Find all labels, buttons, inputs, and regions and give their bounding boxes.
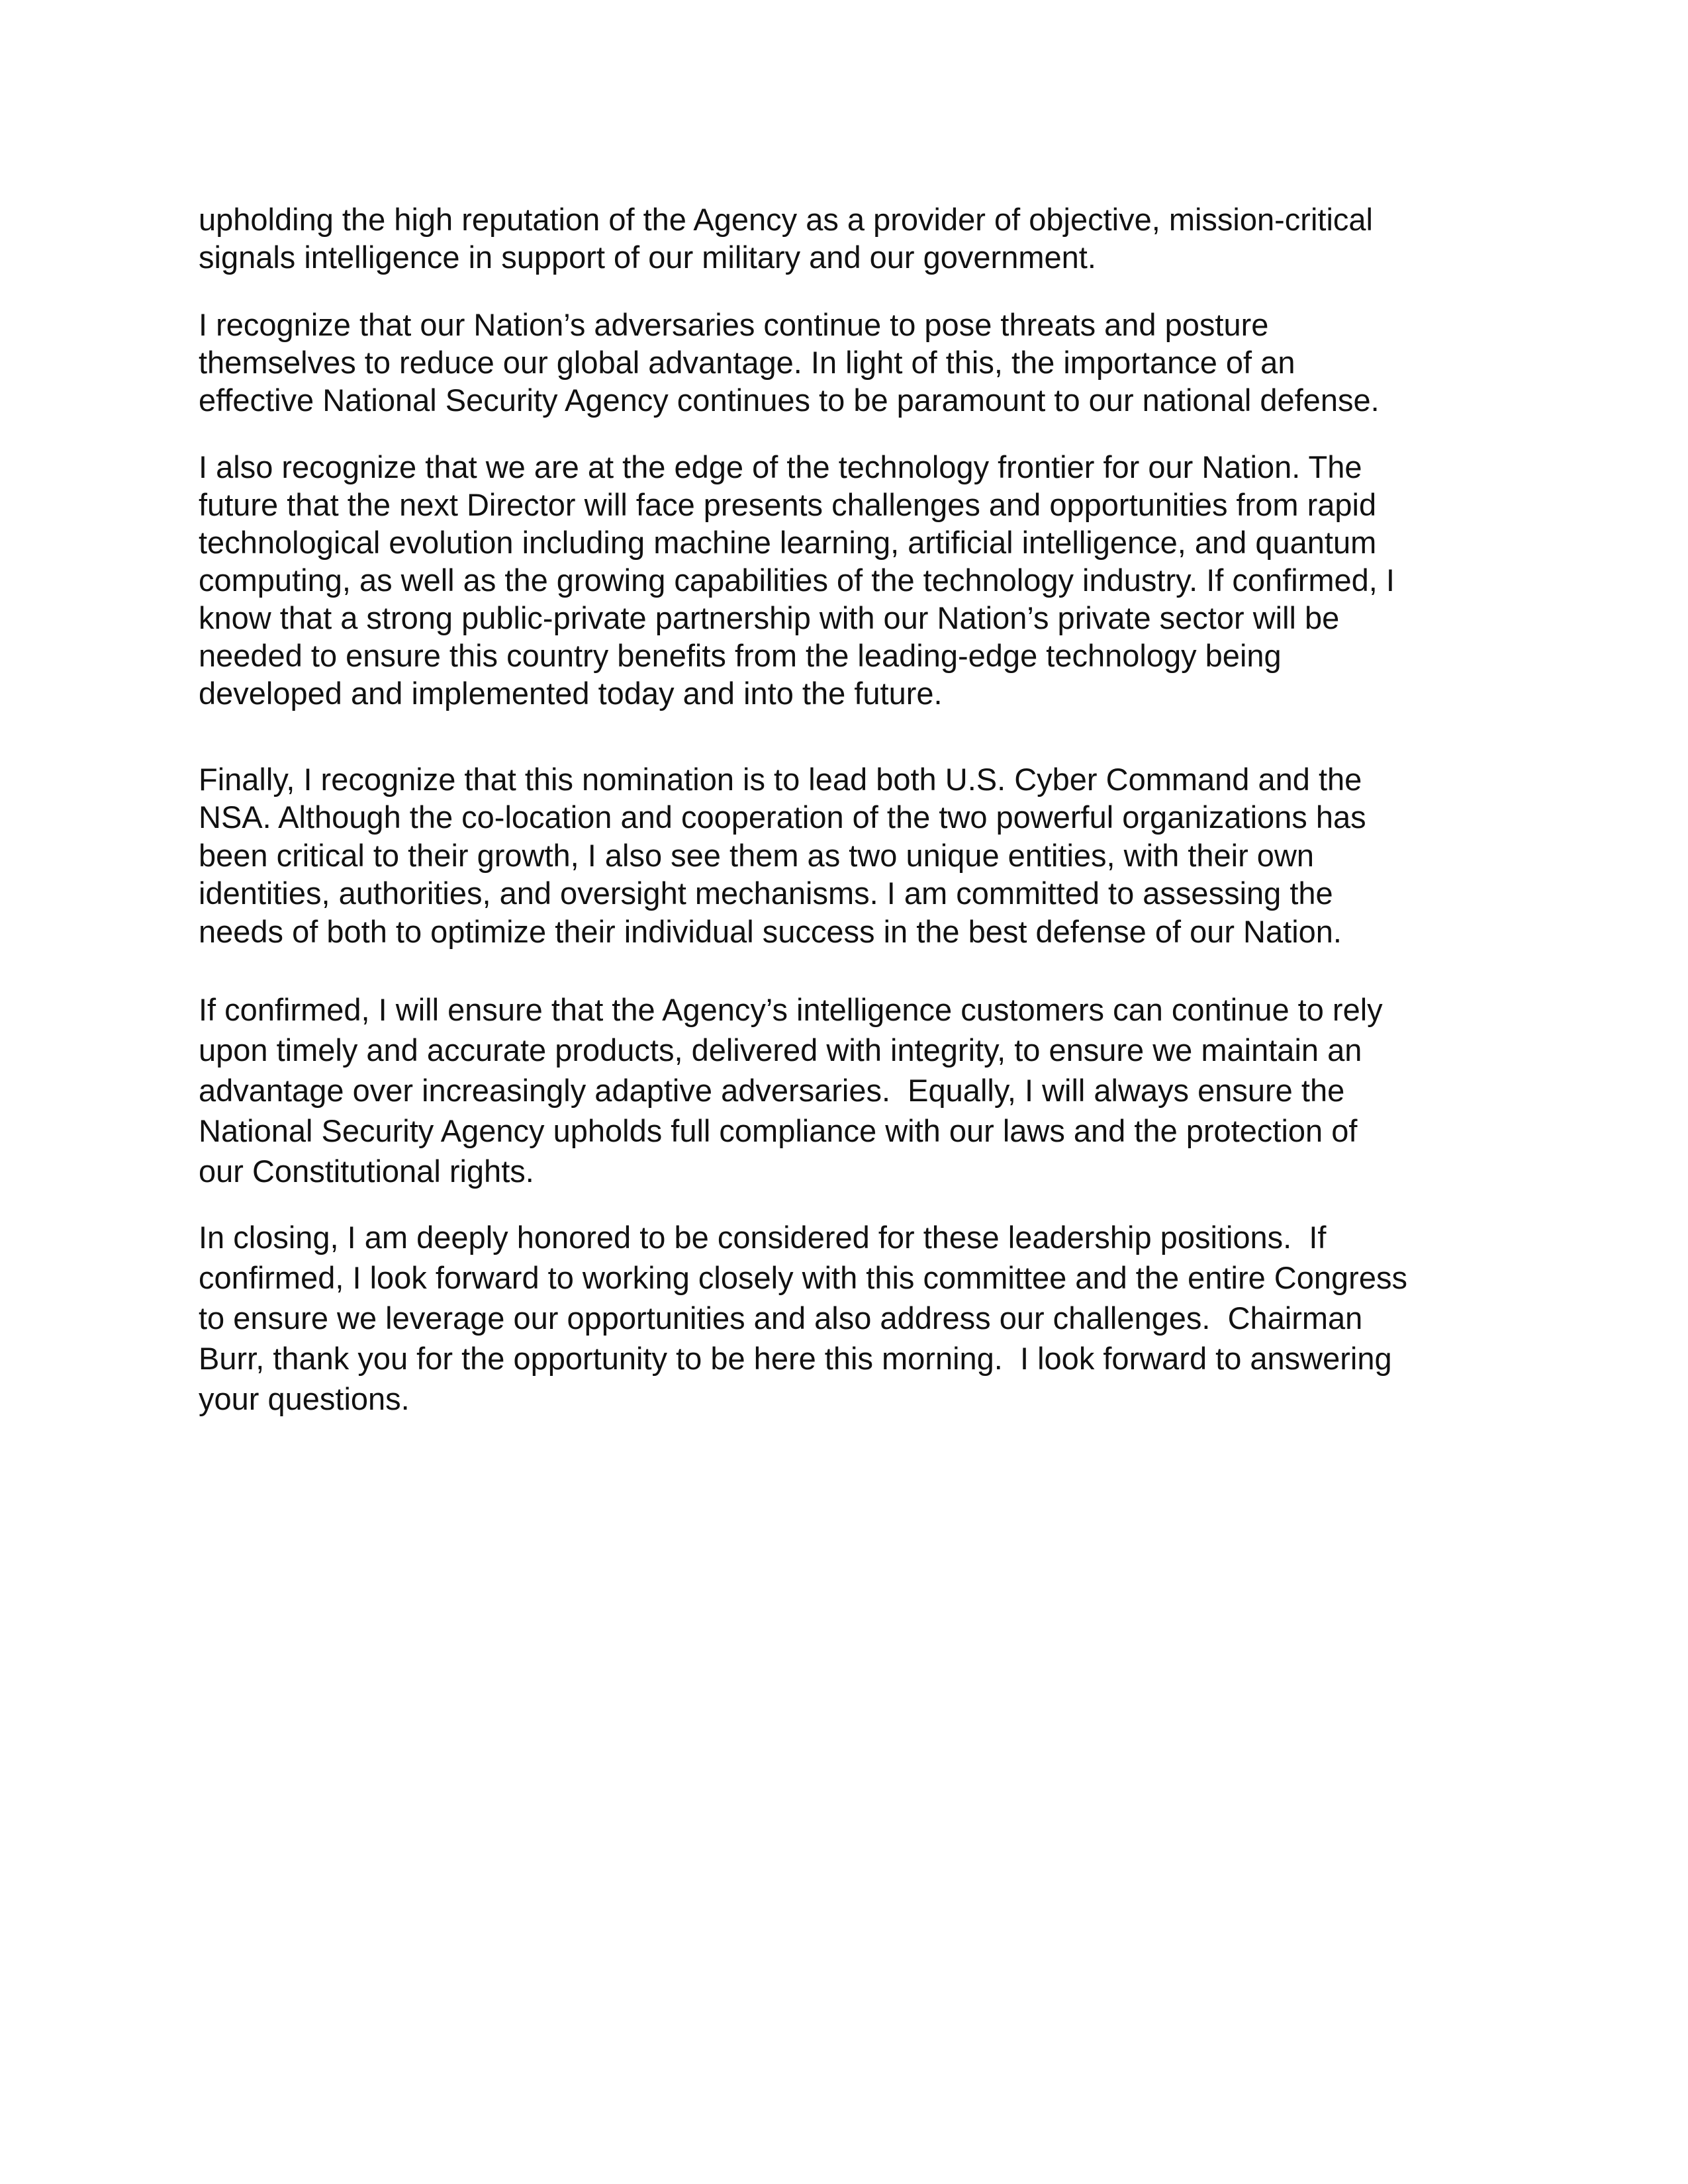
text-line: our Constitutional rights. bbox=[199, 1154, 534, 1189]
paragraph bbox=[199, 760, 1366, 950]
text-line: upholding the high reputation of the Agency as a provider of objective, mission-critical bbox=[199, 202, 1373, 237]
text-line: developed and implemented today and into the future. bbox=[199, 676, 943, 711]
text-line: needed to ensure this country benefits from the leading-edge technology being bbox=[199, 638, 1282, 673]
text-line: themselves to reduce our global advantage. In light of this, the importance of an bbox=[199, 345, 1295, 380]
text-line: signals intelligence in support of our military and our government. bbox=[199, 240, 1096, 275]
text-line: needs of both to optimize their individual success in the best defense of our Nation. bbox=[199, 913, 1342, 949]
text-line: Burr, thank you for the opportunity to be here this morning. I look forward to answering bbox=[199, 1341, 1392, 1376]
paragraph bbox=[199, 448, 1395, 712]
text-line: National Security Agency upholds full compliance with our laws and the protection of bbox=[199, 1113, 1358, 1148]
text-line: confirmed, I look forward to working closely with this committee and the entire Congress bbox=[199, 1260, 1407, 1295]
text-line: I also recognize that we are at the edge of the technology frontier for our Nation. The bbox=[199, 449, 1362, 484]
text-line: technological evolution including machine learning, artificial intelligence, and quantum bbox=[199, 525, 1377, 560]
paragraph bbox=[199, 306, 1380, 419]
paragraph bbox=[199, 989, 1383, 1191]
text-line: computing, as well as the growing capabilities of the technology industry. If confirmed, I bbox=[199, 563, 1395, 598]
text-line: Finally, I recognize that this nomination is to lead both U.S. Cyber Command and the bbox=[199, 762, 1362, 797]
text-line: identities, authorities, and oversight mechanisms. I am committed to assessing the bbox=[199, 876, 1333, 911]
text-line: advantage over increasingly adaptive adversaries. Equally, I will always ensure the bbox=[199, 1073, 1345, 1108]
text-line: upon timely and accurate products, delivered with integrity, to ensure we maintain an bbox=[199, 1032, 1362, 1068]
text-line: I recognize that our Nation’s adversaries continue to pose threats and posture bbox=[199, 307, 1269, 342]
text-line: know that a strong public-private partnership with our Nation’s private sector will be bbox=[199, 600, 1340, 635]
text-line: to ensure we leverage our opportunities and also address our challenges. Chairman bbox=[199, 1300, 1363, 1336]
text-line: your questions. bbox=[199, 1381, 410, 1416]
text-line: effective National Security Agency continues to be paramount to our national defense. bbox=[199, 383, 1380, 418]
text-line: NSA. Although the co-location and cooperation of the two powerful organizations has bbox=[199, 799, 1366, 835]
paragraph bbox=[199, 1217, 1407, 1419]
text-line: In closing, I am deeply honored to be considered for these leadership positions. If bbox=[199, 1220, 1327, 1255]
text-line: If confirmed, I will ensure that the Agency’s intelligence customers can continue to rely bbox=[199, 992, 1383, 1027]
text-line: been critical to their growth, I also see them as two unique entities, with their own bbox=[199, 837, 1315, 873]
text-line: future that the next Director will face presents challenges and opportunities from rapid bbox=[199, 487, 1377, 522]
paragraph bbox=[199, 201, 1373, 276]
